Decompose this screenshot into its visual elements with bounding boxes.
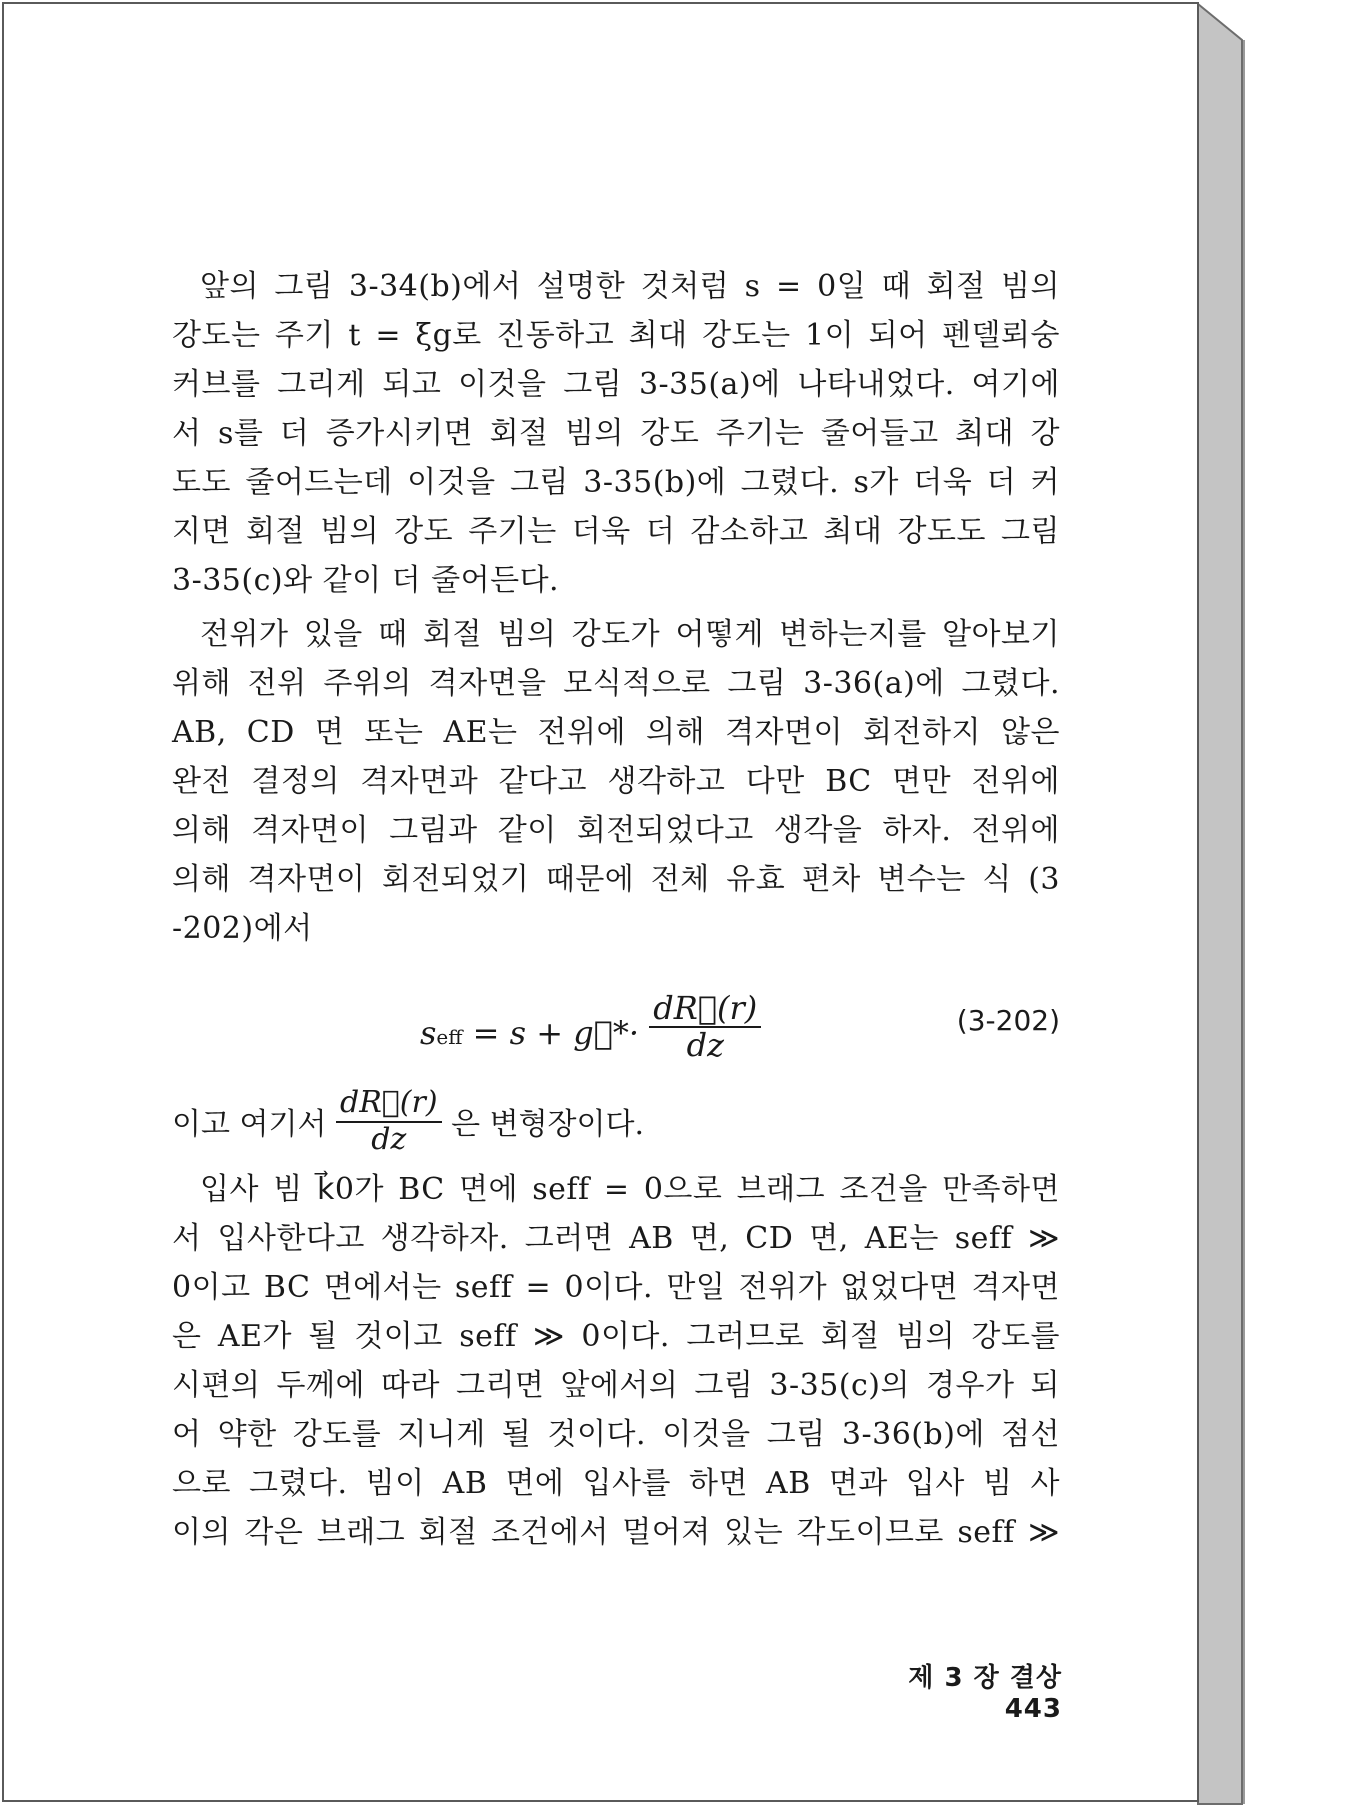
after-eq-prefix: 이고 여기서 xyxy=(172,1107,327,1142)
equation-lhs: s xyxy=(420,1014,437,1052)
strain-field-denominator: dz xyxy=(371,1122,407,1157)
text-line: 으로 그렸다. 빔이 AB 면에 입사를 하면 AB 면과 입사 빔 사 xyxy=(172,1466,1060,1501)
text-line: 앞의 그림 3-34(b)에서 설명한 것처럼 s = 0일 때 회절 빔의 xyxy=(200,269,1060,304)
text-line: AB, CD 면 또는 AE는 전위에 의해 격자면이 회전하지 않은 xyxy=(172,715,1060,750)
text-line: 어 약한 강도를 지니게 될 것이다. 이것을 그림 3-36(b)에 점선 xyxy=(172,1417,1060,1452)
equation-denominator: dz xyxy=(686,1026,724,1064)
text-line: 서 입사한다고 생각하자. 그러면 AB 면, CD 면, AE는 seff ≫ xyxy=(172,1221,1060,1256)
text-line: 지면 회절 빔의 강도 주기는 더욱 더 감소하고 최대 강도도 그림 xyxy=(172,514,1060,549)
equation-lhs-subscript: eff xyxy=(436,1025,463,1049)
equation-number: (3-202) xyxy=(956,1004,1060,1037)
text-line: 이의 각은 브래그 회절 조건에서 멀어져 있는 각도이므로 seff ≫ xyxy=(172,1515,1060,1550)
text-line: 시편의 두께에 따라 그리면 앞에서의 그림 3-35(c)의 경우가 되 xyxy=(172,1368,1060,1403)
after-equation-line xyxy=(172,1085,1060,1161)
text-line: 의해 격자면이 그림과 같이 회전되었다고 생각을 하자. 전위에 xyxy=(172,813,1060,848)
text-line: 은 AE가 될 것이고 seff ≫ 0이다. 그러므로 회절 빔의 강도를 xyxy=(172,1319,1060,1354)
text-line: 강도는 주기 t = ξg로 진동하고 최대 강도는 1이 되어 펜델뢰숭 xyxy=(172,318,1060,353)
page-number: 443 xyxy=(1004,1694,1062,1724)
strain-field-numerator: dR⃗(r) xyxy=(336,1085,442,1123)
text-line: 입사 빔 k⃗0가 BC 면에 seff = 0으로 브래그 조건을 만족하면 xyxy=(200,1172,1060,1207)
strain-field-fraction xyxy=(336,1085,442,1157)
text-line: 커브를 그리게 되고 이것을 그림 3-35(a)에 나타내었다. 여기에 xyxy=(172,367,1060,402)
text-line: 서 s를 더 증가시키면 회절 빔의 강도 주기는 줄어들고 최대 강 xyxy=(172,416,1060,451)
after-eq-suffix: 은 변형장이다. xyxy=(451,1107,645,1142)
equation-numerator: dR⃗(r) xyxy=(649,990,761,1028)
text-line: -202)에서 xyxy=(172,911,313,946)
equation-3-202 xyxy=(420,989,1060,1064)
text-line: 3-35(c)와 같이 더 줄어든다. xyxy=(172,563,560,598)
text-line: 도도 줄어드는데 이것을 그림 3-35(b)에 그렸다. s가 더욱 더 커 xyxy=(172,465,1060,500)
text-line: 위해 전위 주위의 격자면을 모식적으로 그림 3-36(a)에 그렸다. xyxy=(172,666,1060,701)
text-line: 0이고 BC 면에서는 seff = 0이다. 만일 전위가 없었다면 격자면 xyxy=(172,1270,1060,1305)
text-line: 의해 격자면이 회전되었기 때문에 전체 유효 편차 변수는 식 (3 xyxy=(172,862,1060,897)
chapter-label: 제 3 장 결상 xyxy=(908,1663,1062,1693)
page-footer xyxy=(840,1657,1062,1724)
equation-middle: = s + g⃗*· xyxy=(472,1014,640,1052)
equation-fraction xyxy=(649,990,761,1062)
text-line: 완전 결정의 격자면과 같다고 생각하고 다만 BC 면만 전위에 xyxy=(172,764,1060,799)
text-line: 전위가 있을 때 회절 빔의 강도가 어떻게 변하는지를 알아보기 xyxy=(200,617,1060,652)
